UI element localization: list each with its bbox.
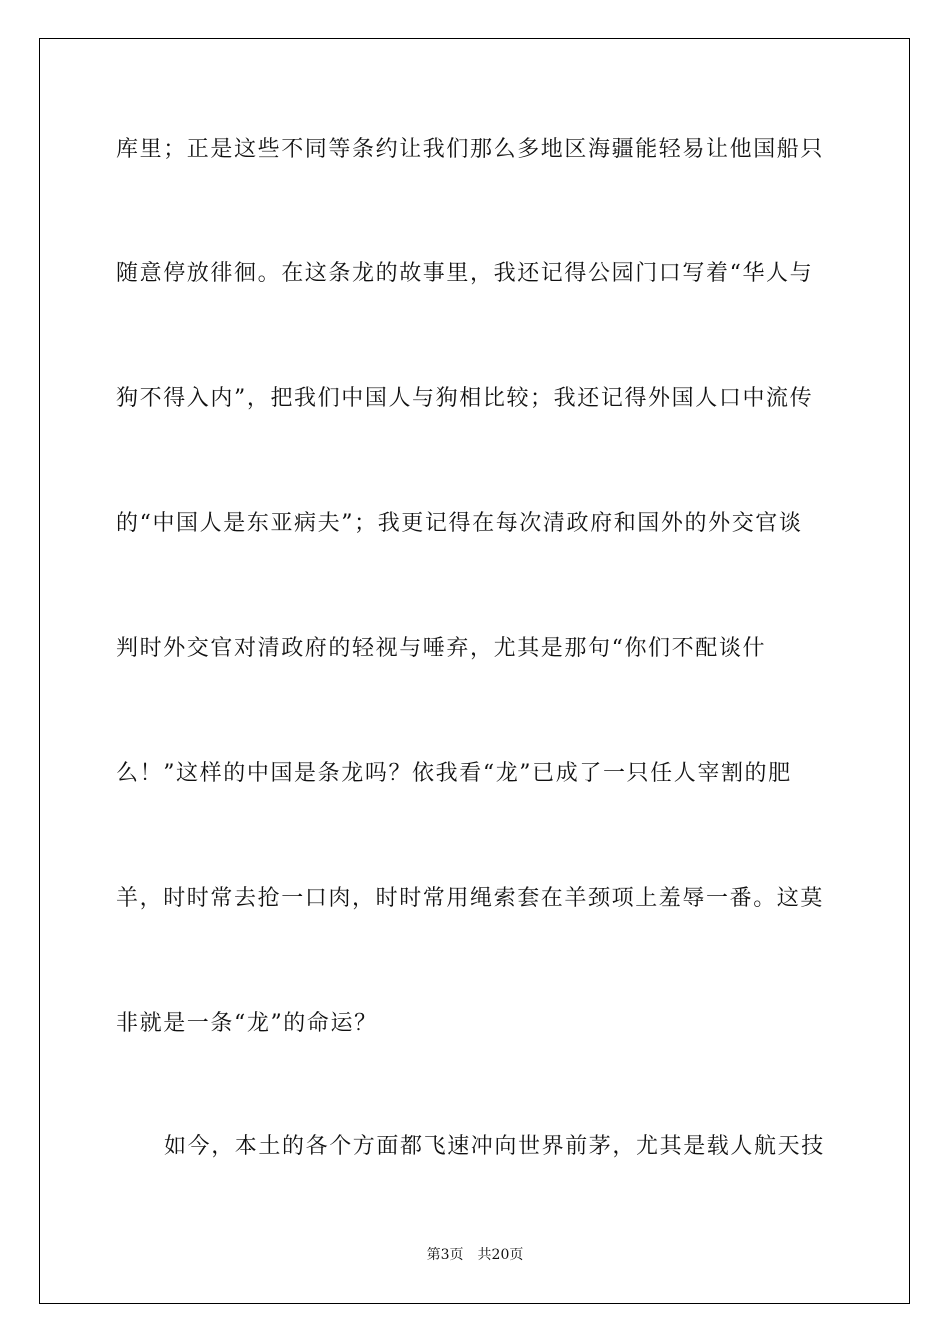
body-text-line-3: 狗不得入内”，把我们中国人与狗相比较；我还记得外国人口中流传 (116, 386, 814, 411)
body-text-line-7: 羊，时时常去抢一口肉，时时常用绳索套在羊颈项上羞辱一番。这莫 (116, 886, 825, 911)
body-text-line-5: 判时外交官对清政府的轻视与唾弃，尤其是那句“你们不配谈什 (116, 636, 767, 661)
page-border (39, 38, 910, 1304)
body-text-line-4: 的“中国人是东亚病夫”；我更记得在每次清政府和国外的外交官谈 (116, 511, 803, 536)
page-footer (0, 1245, 950, 1265)
body-text-line-8: 非就是一条“龙”的命运？ (116, 1011, 378, 1036)
page-total: 共20页 (477, 1247, 524, 1263)
paragraph-first-line: 如今，本土的各个方面都飞速冲向世界前茅，尤其是载人航天技 (164, 1134, 825, 1159)
body-text-line-2: 随意停放徘徊。在这条龙的故事里，我还记得公园门口写着“华人与 (116, 261, 814, 286)
page-number: 第3页 (426, 1247, 464, 1263)
body-text-line-6: 么！”这样的中国是条龙吗？依我看“龙”已成了一只任人宰割的肥 (116, 761, 792, 786)
body-text-line-1: 库里；正是这些不同等条约让我们那么多地区海疆能轻易让他国船只 (116, 137, 825, 162)
